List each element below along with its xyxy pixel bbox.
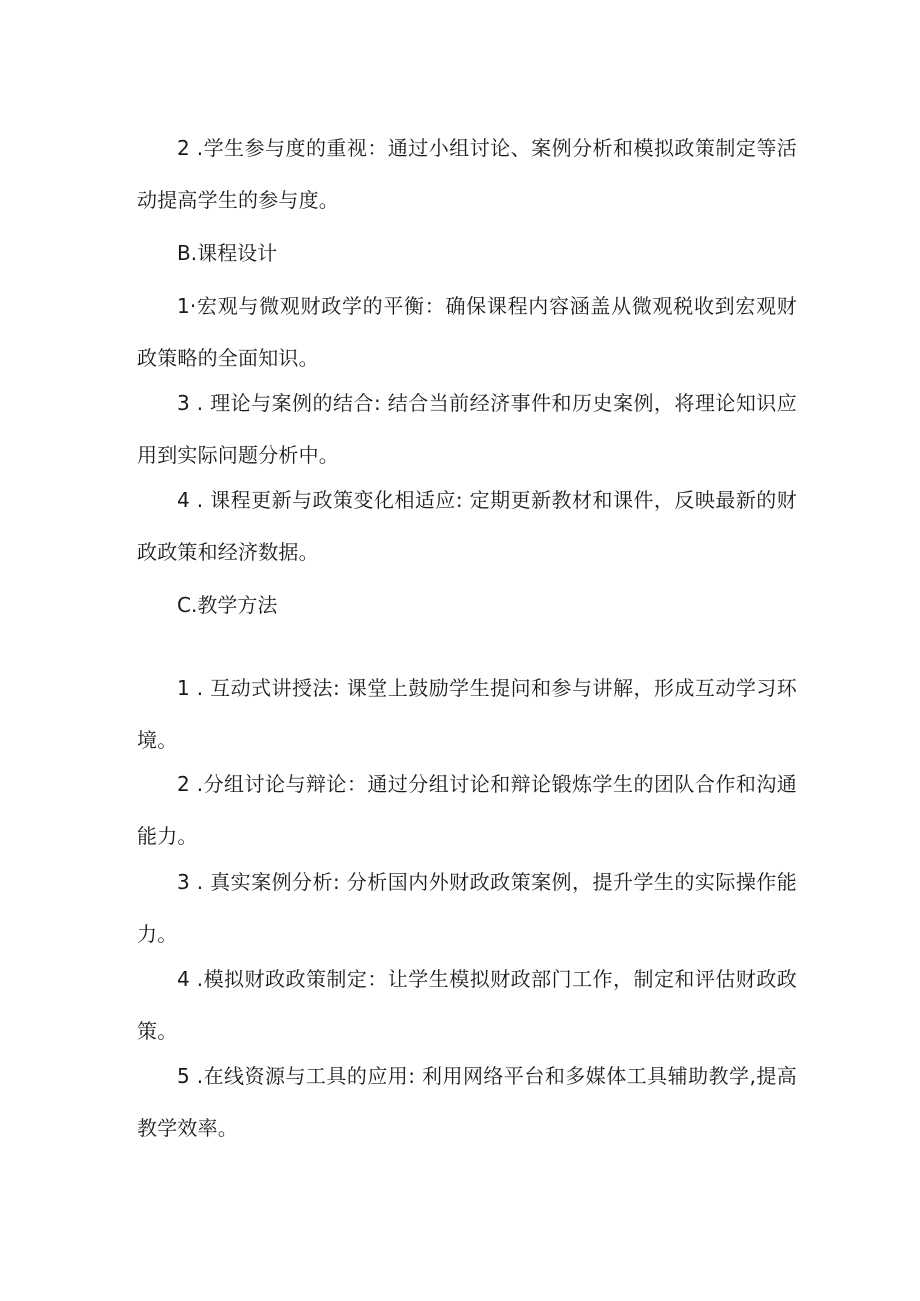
paragraph-course-update: 4 . 课程更新与政策变化相适应: 定期更新教材和课件，反映最新的财政政策和经济数据。	[137, 488, 797, 564]
paragraph-student-engagement: 2 .学生参与度的重视：通过小组讨论、案例分析和模拟政策制定等活动提高学生的参与度。	[137, 136, 797, 212]
paragraph-interactive-lecture: 1 . 互动式讲授法: 课堂上鼓励学生提问和参与讲解，形成互动学习环境。	[137, 676, 797, 752]
paragraph-online-resources: 5 .在线资源与工具的应用: 利用网络平台和多媒体工具辅助教学,提高教学效率。	[137, 1064, 797, 1140]
section-heading-teaching-methods: C.教学方法	[177, 593, 278, 617]
paragraph-macro-micro-balance: 1·宏观与微观财政学的平衡：确保课程内容涵盖从微观税收到宏观财政策略的全面知识。	[137, 294, 797, 370]
paragraph-theory-case-combination: 3 . 理论与案例的结合: 结合当前经济事件和历史案例，将理论知识应用到实际问题分析中。	[137, 391, 797, 467]
section-heading-course-design: B.课程设计	[177, 241, 278, 265]
paragraph-group-discussion: 2 .分组讨论与辩论：通过分组讨论和辩论锻炼学生的团队合作和沟通能力。	[137, 772, 797, 848]
paragraph-case-analysis: 3 . 真实案例分析: 分析国内外财政政策案例，提升学生的实际操作能力。	[137, 870, 797, 946]
paragraph-policy-simulation: 4 .模拟财政政策制定：让学生模拟财政部门工作，制定和评估财政政策。	[137, 967, 797, 1043]
